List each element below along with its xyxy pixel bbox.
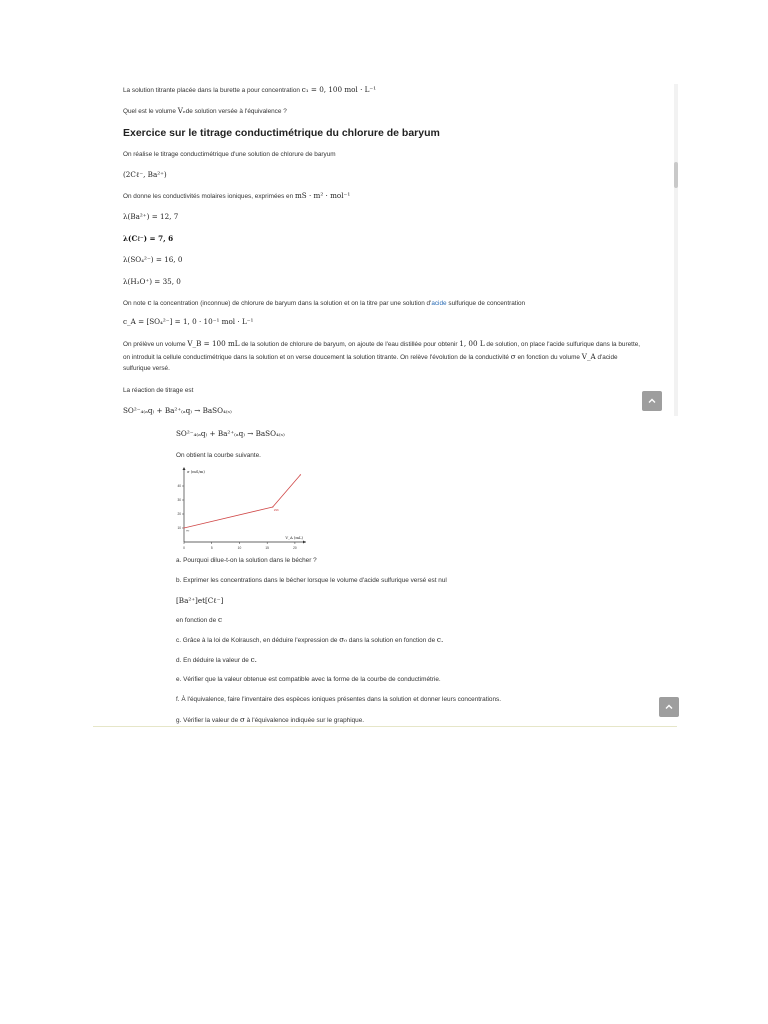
paragraph-line-1 [123,340,640,349]
divider [93,726,677,727]
qd-var: c. [250,655,257,664]
exercise-heading: Exercice sur le titrage conductimétrique du chlorure de baryum [123,127,440,139]
chart-series [183,474,301,528]
para2-c: d'acide [597,354,618,361]
para1-b: de la solution de chlorure de baryum, on ajoute de l'eau distillée pour obtenir [241,341,458,348]
question-b-fn [176,616,222,625]
reaction-equation: SO²⁻₄₍ₐq₎ + Ba²⁺₍ₐq₎ → BaSO₄₍ₛ₎ [176,429,285,438]
y-tick-label: 20 [177,512,181,517]
question-a: a. Pourquoi dilue-t-on la solution dans le bécher ? [176,557,317,564]
conductivity-intro [123,192,350,201]
y-tick-label: 40 [177,484,181,489]
paragraph-line-2 [123,353,618,362]
chart-axes [183,467,307,544]
note-line [123,299,525,308]
qc-var: c. [436,635,444,644]
qb-fn-text: en fonction de [176,617,217,624]
acid-concentration: c_A = [SO₄²⁻] = 1, 0 · 10⁻¹ mol · L⁻¹ [123,317,254,326]
question-g [176,716,364,725]
curve-point [300,474,301,475]
question-d [176,656,257,665]
curve-intro: On obtient la courbe suivante. [176,452,261,459]
lambda-ba: λ(Ba²⁺) = 12, 7 [123,212,179,221]
qd-start: d. En déduire la valeur de [176,657,249,664]
back-to-top-button-2[interactable] [659,697,679,717]
qb-var: c [217,615,222,624]
conductivity-chart [172,466,312,552]
x-tick-label: 0 [183,546,185,550]
note-mid: la concentration (inconnue) de chlorure de baryum dans la solution et on la titre par une solution d' [153,300,432,307]
x-tick-label: 15 [265,546,269,550]
question-f: f. À l'équivalence, faire l'inventaire des espèces ioniques présentes dans la solution et donner leurs concentrations. [176,696,502,703]
volume-question [123,107,287,116]
qg-start: g. Vérifier la valeur de [176,717,239,724]
question-math: Vₑ [177,106,186,115]
note-var: c [147,298,152,307]
acide-link[interactable]: acide [431,300,447,307]
lambda-h3o: λ(H₃O⁺) = 35, 0 [123,277,181,286]
back-to-top-button[interactable] [642,391,662,411]
sigma-zero-label: σ₀ [186,528,190,533]
formula: (2Cℓ⁻, Ba²⁺) [123,170,167,179]
chevron-up-icon [665,703,673,711]
para1-math: V_B = 100 mL [187,339,240,348]
x-axis-label: V_A (mL) [285,535,303,540]
chart-labels [186,469,304,540]
lambda-so4: λ(SO₄²⁻) = 16, 0 [123,255,183,264]
qg-math: σ [239,715,245,724]
para2-math: σ [510,352,516,361]
question-e: e. Vérifier que la valeur obtenue est compatible avec la forme de la courbe de conductimétrie. [176,676,441,683]
para2-text: on introduit la cellule conductimétrique dans la solution et on verse doucement la solution titrante. On relève l'évolution de la conductivité [123,354,509,361]
qg-end: à l'équivalence indiquée sur le graphique. [246,717,365,724]
note-end: sulfurique de concentration [448,300,526,307]
para1-c: de solution, on place l'acide sulfurique dans la burette, [486,341,641,348]
conductivity-curve [184,475,301,528]
y-axis-label: σ (mS/m) [187,469,205,474]
scrollbar-thumb[interactable] [674,162,678,188]
y-tick-label: 30 [177,498,181,503]
para1-text: On prélève un volume [123,341,186,348]
note-start: On note [123,300,146,307]
question-text: Quel est le volume [123,108,176,115]
qc-math: σ₀ [339,635,348,644]
scrollbar-track[interactable] [674,84,678,416]
titrant-text: La solution titrante placée dans la burette a pour concentration [123,87,300,94]
question-b-math: [Ba²⁺]et[Cℓ⁻] [176,596,224,605]
x-tick-label: 20 [293,546,297,550]
paragraph-line-3: sulfurique versé. [123,365,170,372]
chevron-up-icon [648,397,656,405]
qc-mid: dans la solution en fonction de [348,637,436,644]
y-axis-arrow [183,467,186,470]
para2-b: en fonction du volume [517,354,580,361]
intro-text: On réalise le titrage conductimétrique d'une solution de chlorure de baryum [123,151,336,158]
cond-intro-text: On donne les conductivités molaires ioniques, exprimées en [123,193,294,200]
equivalence-label: 296 [273,508,279,512]
question-c [176,636,443,645]
y-tick-label: 10 [177,526,181,531]
titrant-line [123,86,376,95]
x-axis-arrow [303,541,306,544]
titrant-math: c₁ = 0, 100 mol · L⁻¹ [301,85,377,94]
reaction-intro: La réaction de titrage est [123,387,194,394]
reaction-cut: SO²⁻₄₍ₐq₎ + Ba²⁺₍ₐq₎ → BaSO₄₍ₛ₎ [123,407,232,415]
para2-math2: V_A [581,352,596,361]
cond-unit: mS · m² · mol⁻¹ [294,191,351,200]
curve-point [183,527,184,528]
question-b: b. Exprimer les concentrations dans le bécher lorsque le volume d'acide sulfurique versé est nul [176,577,447,584]
para1-math2: 1, 00 L [459,339,485,348]
lambda-cl: λ(Cℓ⁻) = 7, 6 [123,234,174,243]
x-tick-label: 10 [237,546,242,550]
qc-start: c. Grâce à la loi de Kolrausch, en déduire l'expression de [176,637,338,644]
chart-ticks [177,484,296,550]
x-tick-label: 5 [210,546,213,550]
question-end: de solution versée à l'équivalence ? [185,108,287,115]
